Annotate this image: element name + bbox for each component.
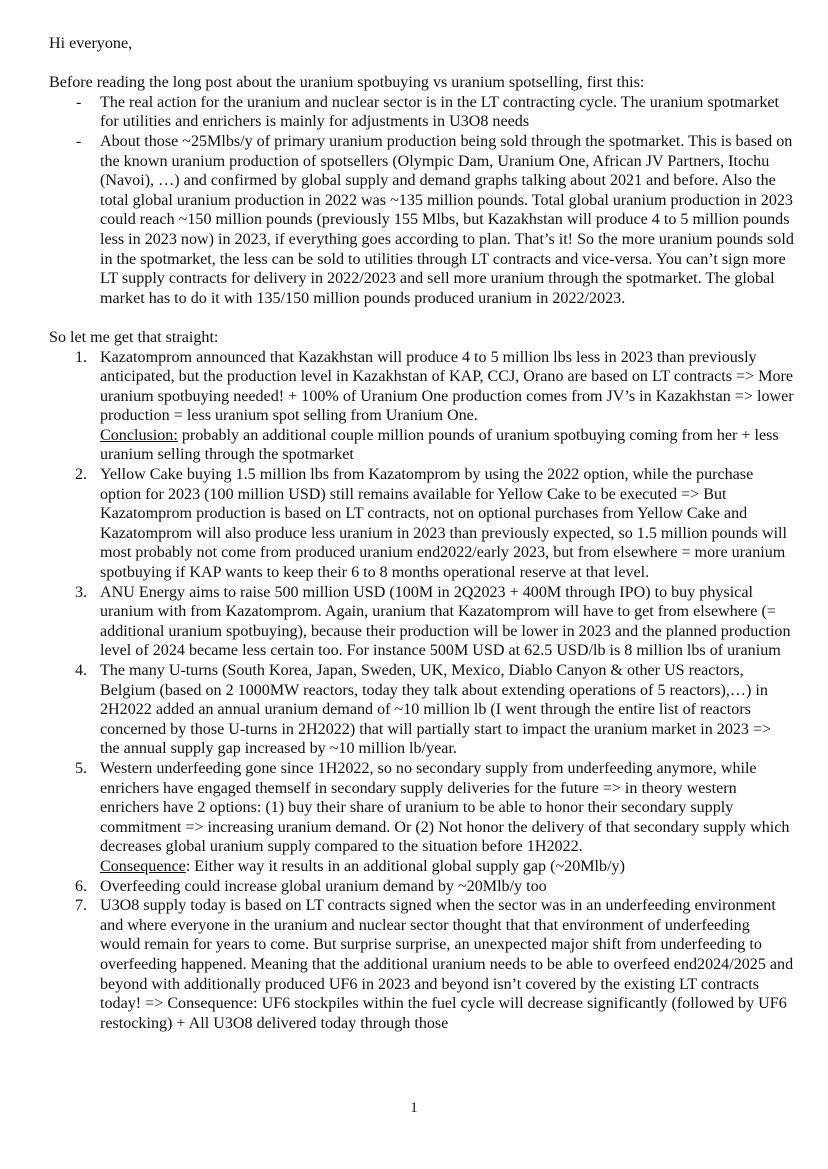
spacer bbox=[49, 54, 794, 74]
dash-bullet-list bbox=[49, 93, 794, 309]
bullet-item bbox=[49, 132, 794, 308]
numbered-item bbox=[49, 348, 794, 466]
item-text: Yellow Cake buying 1.5 million lbs from Kazatomprom by using the 2022 option, while the purchase option for 2023 (100 million USD) still remains available for Yellow Cake to be executed => But Kazatomprom production is based on LT contracts, not on optional purchases from Yellow Cake and Kazatomprom will also produce less uranium in 2023 than previously expected, so 1.5 million pounds will most probably not come from produced uranium end2022/early 2023, but from elsewhere = more uranium spotbuying if KAP wants to keep their 6 to 8 months operational reserve at that level. bbox=[100, 466, 788, 582]
numbered-item bbox=[49, 583, 794, 661]
dash-marker: - bbox=[76, 132, 82, 150]
number-marker: 5. bbox=[75, 759, 88, 777]
item-text: Overfeeding could increase global uranium demand by ~20Mlb/y too bbox=[100, 877, 547, 895]
numbered-list bbox=[49, 348, 794, 1034]
numbered-item bbox=[49, 465, 794, 583]
conclusion-label: Conclusion: bbox=[100, 426, 178, 444]
item-text: Western underfeeding gone since 1H2022, so no secondary supply from underfeeding anymore, while enrichers have engaged themself in secondary supply deliveries for the future => in theory western enrichers have 2 options: (1) buy their share of uranium to be able to honor their secondary supply commitment => increasing uranium demand. Or (2) Not honor the delivery of that secondary supply which decreases global uranium supply compared to the situation before 1H2022. bbox=[100, 759, 790, 856]
number-marker: 4. bbox=[75, 662, 88, 679]
page-number: 1 bbox=[410, 1100, 418, 1116]
item-text: ANU Energy aims to raise 500 million USD (100M in 2Q2023 + 400M through IPO) to buy physical uranium with from Kazatomprom. Again, uranium that Kazatomprom will have to get from elsewhere (= additional uranium spotbuying), because their production will be lower in 2023 and the planned production level of 2024 became less certain too. For instance 500M USD at 62.5 USD/lb is 8 million lbs of uranium bbox=[100, 583, 791, 660]
item-text: The many U-turns (South Korea, Japan, Sweden, UK, Mexico, Diablo Canyon & other US reactors, Belgium (based on 2 1000MW reactors, today they talk about extending operations of 5 reactors),…) in 2H2022 added an annual uranium demand of ~10 million lb (I went through the entire list of reactors concerned by those U-turns in 2H2022) that will partially start to impact the uranium market in 2023 => the annual supply gap increased by ~10 million lb/year. bbox=[100, 662, 772, 758]
list-intro: So let me get that straight: bbox=[49, 328, 219, 346]
bullet-text: About those ~25Mlbs/y of primary uranium production being sold through the spotmarket. This is based on the known uranium production of spotsellers (Olympic Dam, Uranium One, African JV Partners, Itochu (Navoi), …) and confirmed by global supply and demand graphs talking about 2021 and before. Also the total global uranium production in 2022 was ~135 million pounds. Total global uranium production in 2023 could reach ~150 million pounds (previously 155 Mlbs, but Kazakhstan will produce 4 to 5 million pounds less in 2023 now) in 2023, if everything goes according to plan. That’s it! So the more uranium pounds sold in the spotmarket, the less can be sold to utilities through LT contracts and vice-versa. You can’t sign more LT supply contracts for delivery in 2022/2023 and sell more uranium through the spotmarket. The global market has to do it with 135/150 million pounds produced uranium in 2022/2023. bbox=[100, 132, 794, 307]
spacer bbox=[49, 308, 794, 328]
number-marker: 1. bbox=[75, 348, 88, 366]
numbered-item bbox=[49, 759, 794, 877]
numbered-item bbox=[49, 896, 794, 1033]
conclusion-text: probably an additional couple million pounds of uranium spotbuying coming from her + less uranium selling through the spotmarket bbox=[100, 426, 779, 464]
document-page bbox=[49, 34, 794, 1033]
dash-marker: - bbox=[76, 93, 82, 111]
intro-paragraph: Before reading the long post about the uranium spotbuying vs uranium spotselling, first this: bbox=[49, 74, 645, 92]
number-marker: 3. bbox=[75, 583, 88, 601]
number-marker: 7. bbox=[75, 897, 88, 915]
item-text: U3O8 supply today is based on LT contracts signed when the sector was in an underfeeding environment and where everyone in the uranium and nuclear sector thought that that environment of underfeeding would remain for years to come. But surprise surprise, an unexpected major shift from underfeeding to overfeeding happened. Meaning that the additional uranium needs to be able to overfeed end2024/2025 and beyond with additionally produced UF6 in 2023 and beyond isn’t covered by the existing LT contracts today! => Consequence: UF6 stockpiles within the fuel cycle will decrease significantly (followed by UF6 restocking) + All U3O8 delivered today through those bbox=[100, 897, 794, 1032]
bullet-item bbox=[49, 93, 794, 132]
greeting: Hi everyone, bbox=[49, 35, 133, 52]
consequence-text: : Either way it results in an additional global supply gap (~20Mlb/y) bbox=[185, 857, 625, 875]
numbered-item bbox=[49, 877, 794, 897]
numbered-item bbox=[49, 661, 794, 759]
consequence-label: Consequence bbox=[100, 857, 186, 875]
item-text: Kazatomprom announced that Kazakhstan will produce 4 to 5 million lbs less in 2023 than previously anticipated, but the production level in Kazakhstan of KAP, CCJ, Orano are based on LT contracts => More uranium spotbuying needed! + 100% of Uranium One production comes from JV’s in Kazakhstan => lower production = less uranium spot selling from Uranium One. bbox=[100, 348, 794, 425]
number-marker: 6. bbox=[75, 877, 88, 895]
number-marker: 2. bbox=[75, 466, 88, 484]
bullet-text: The real action for the uranium and nuclear sector is in the LT contracting cycle. The uranium spotmarket for utilities and enrichers is mainly for adjustments in U3O8 needs bbox=[100, 93, 779, 131]
